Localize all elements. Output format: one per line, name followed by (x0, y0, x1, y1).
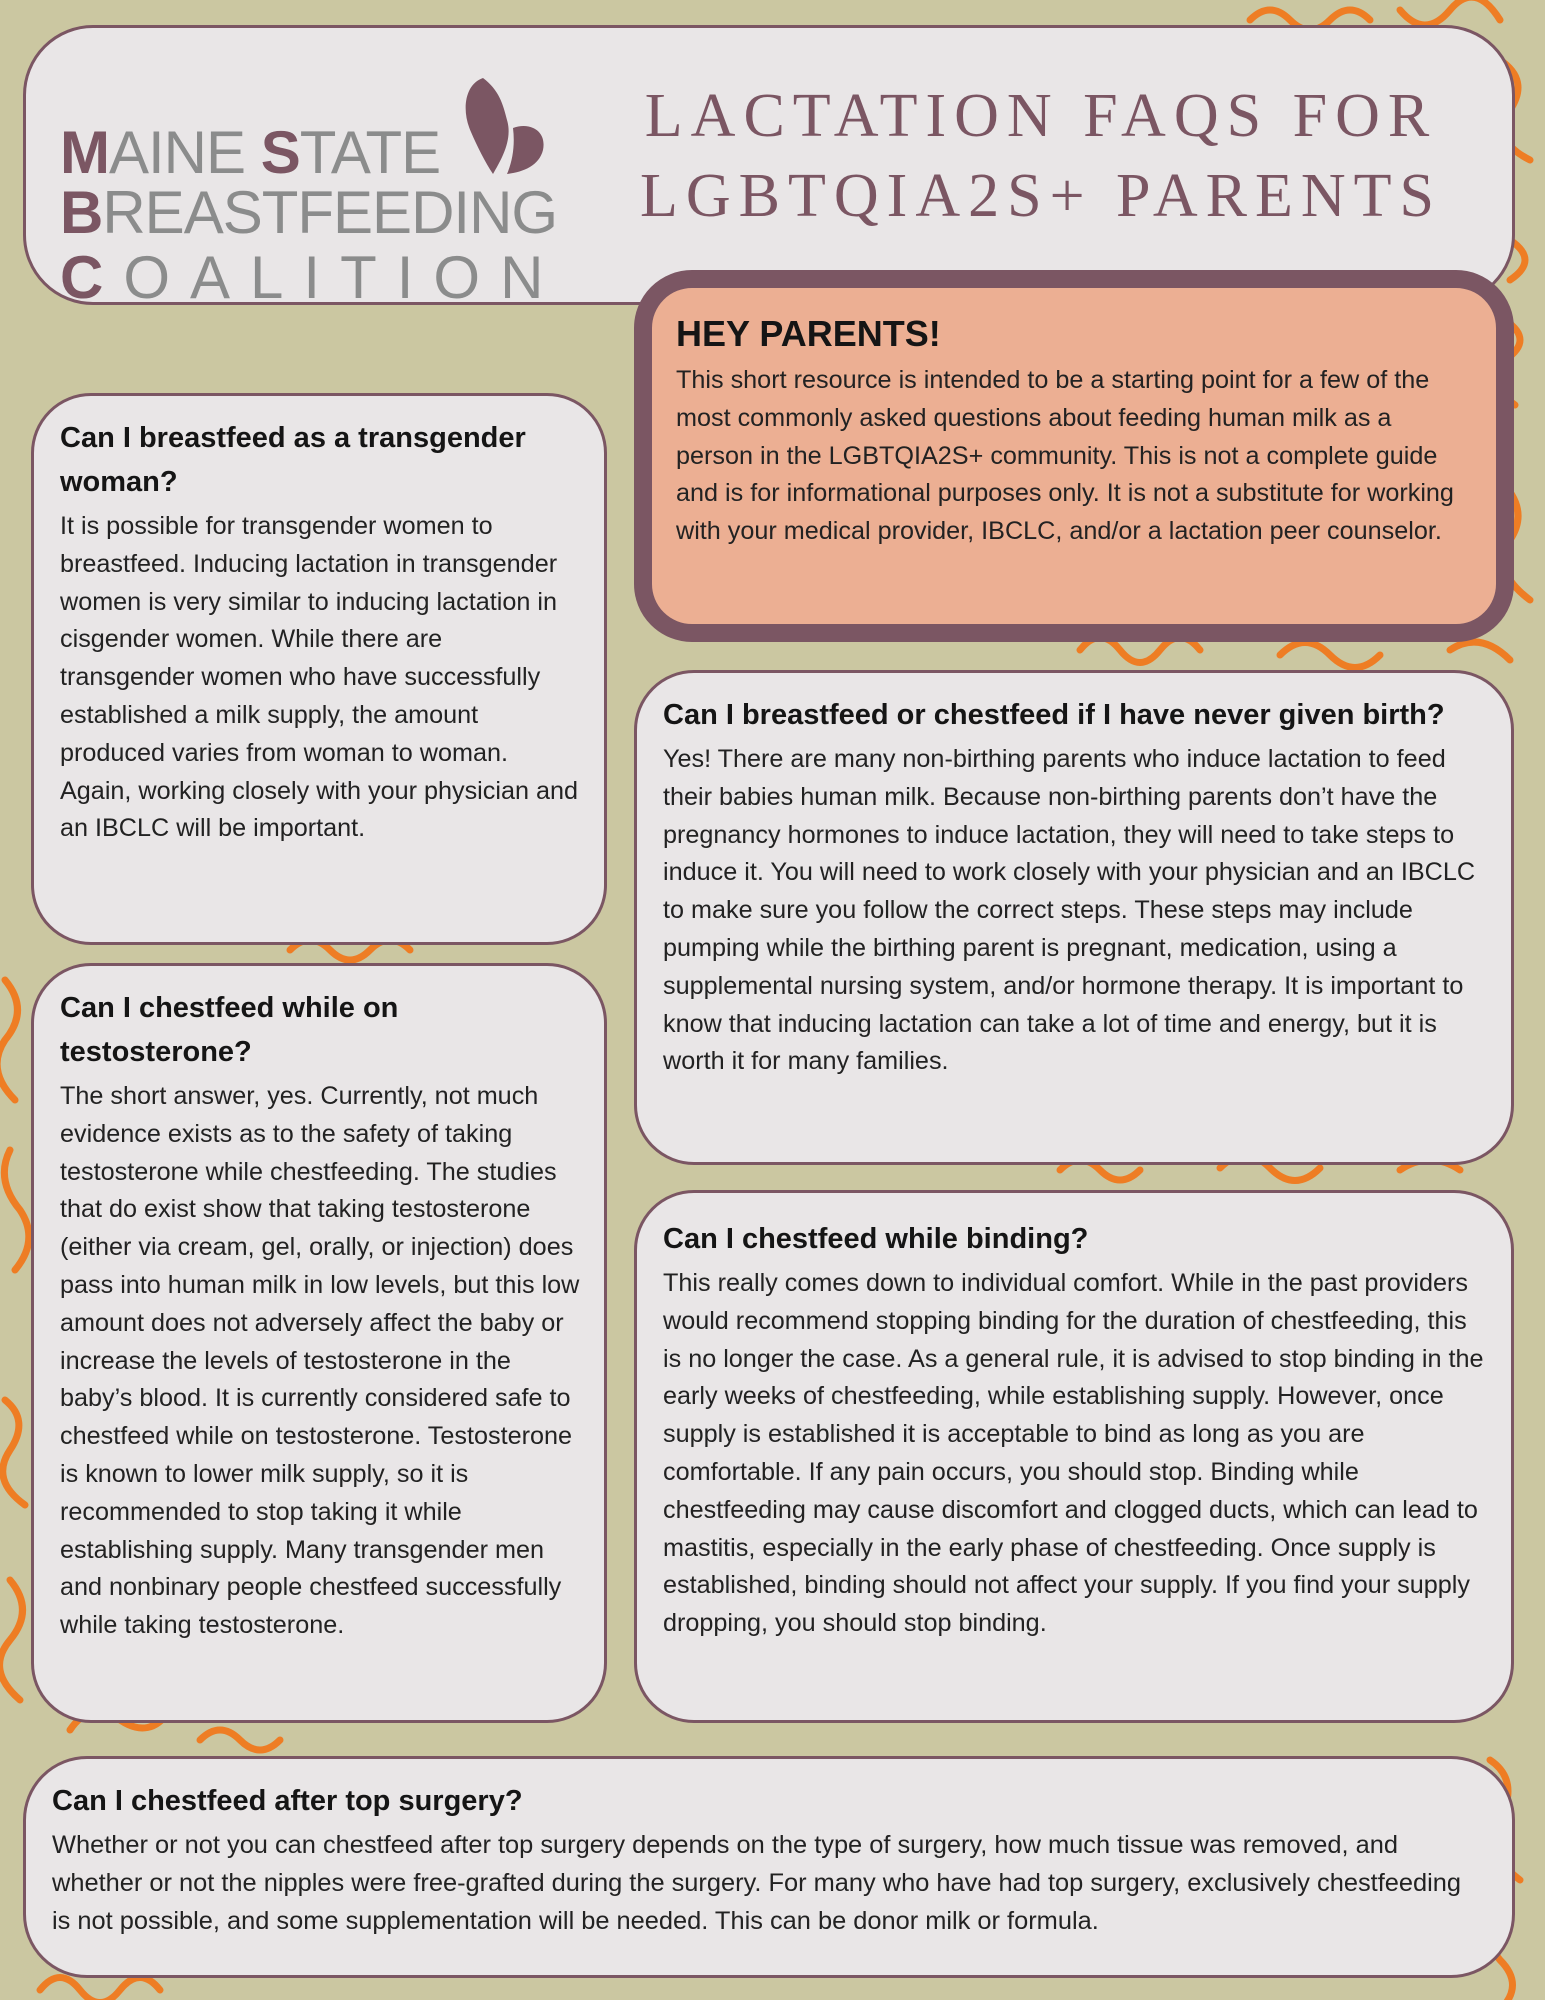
faq-question: Can I chestfeed while on testosterone? (60, 992, 399, 1068)
faq-card-transgender-woman (31, 393, 607, 945)
faq-card-testosterone (31, 963, 607, 1723)
intro-heading: HEY PARENTS! (676, 313, 941, 354)
page-title (586, 76, 1496, 236)
faq-answer: This really comes down to individual comfort. While in the past providers would recommend stopping binding for the duration of chestfeeding, this is no longer the case. As a general rule, it is advised to stop binding in the early weeks of chestfeeding, while establishing supply. However, once supply is established it is acceptable to bind as long as you are comfortable. If any pain occurs, you should stop. Binding while chestfeeding may cause discomfort and clogged ducts, which can lead to mastitis, especially in the early phase of chestfeeding. Once supply is established, binding should not affect your supply. If you find your supply dropping, you should stop binding. (663, 1269, 1484, 1638)
faq-question: Can I chestfeed while binding? (663, 1223, 1089, 1255)
intro-body: This short resource is intended to be a starting point for a few of the most commonly asked questions about feeding human milk as a person in the LGBTQIA2S+ community. This is not a complete guide and is for informational purposes only. It is not a substitute for working with your medical provider, IBCLC, and/or a lactation peer counselor. (676, 366, 1454, 546)
faq-card-never-given-birth (634, 670, 1514, 1165)
faq-card-binding (634, 1190, 1514, 1723)
faq-answer: The short answer, yes. Currently, not much evidence exists as to the safety of taking testosterone while chestfeeding. The studies that do exist show that taking testosterone (either via cream, gel, orally, or injection) does pass into human milk in low levels, but this low amount does not adversely affect the baby or increase the levels of testosterone in the baby’s blood. It is currently considered safe to chestfeed while on testosterone. Testosterone is known to lower milk supply, so it is recommended to stop taking it while establishing supply. Many transgender men and nonbinary people chestfeed successfully while taking testosterone. (60, 1082, 580, 1640)
faq-answer: It is possible for transgender women to breastfeed. Inducing lactation in transgender women is very similar to inducing lactation in cisgender women. While there are transgender women who have successfully established a milk supply, the amount produced varies from woman to woman. Again, working closely with your physician and an IBCLC will be important. (60, 512, 579, 843)
logo-line-breastfeeding: BREASTFEEDING (60, 179, 558, 246)
page-title-line-2: LGBTQIA2S+ PARENTS (640, 162, 1442, 230)
faq-question: Can I breastfeed as a transgender woman? (60, 422, 526, 498)
logo-line-coalition: COALITION (60, 244, 564, 311)
faq-answer: Whether or not you can chestfeed after top surgery depends on the type of surgery, how much tissue was removed, and whether or not the nipples were free-grafted during the surgery. For many who have had top surgery, exclusively chestfeeding is not possible, and some supplementation will be needed. This can be donor milk or formula. (52, 1831, 1461, 1935)
faq-question: Can I breastfeed or chestfeed if I have never given birth? (663, 699, 1445, 731)
page-title-line-1: LACTATION FAQS FOR (644, 82, 1438, 150)
coalition-logo (60, 58, 580, 311)
milk-drop-icon (455, 70, 545, 180)
intro-callout (634, 270, 1514, 642)
logo-line-maine-state: MAINE STATE (60, 119, 441, 186)
faq-card-top-surgery (23, 1756, 1515, 1978)
faq-question: Can I chestfeed after top surgery? (52, 1785, 523, 1817)
faq-answer: Yes! There are many non-birthing parents who induce lactation to feed their babies human milk. Because non-birthing parents don’t have the pregnancy hormones to induce lactation, they will need to take steps to induce it. You will need to work closely with your physician and an IBCLC to make sure you follow the correct steps. These steps may include pumping while the birthing parent is pregnant, medication, using a supplemental nursing system, and/or hormone therapy. It is important to know that inducing lactation can take a lot of time and energy, but it is worth it for many families. (663, 745, 1476, 1076)
header-banner (23, 25, 1515, 311)
